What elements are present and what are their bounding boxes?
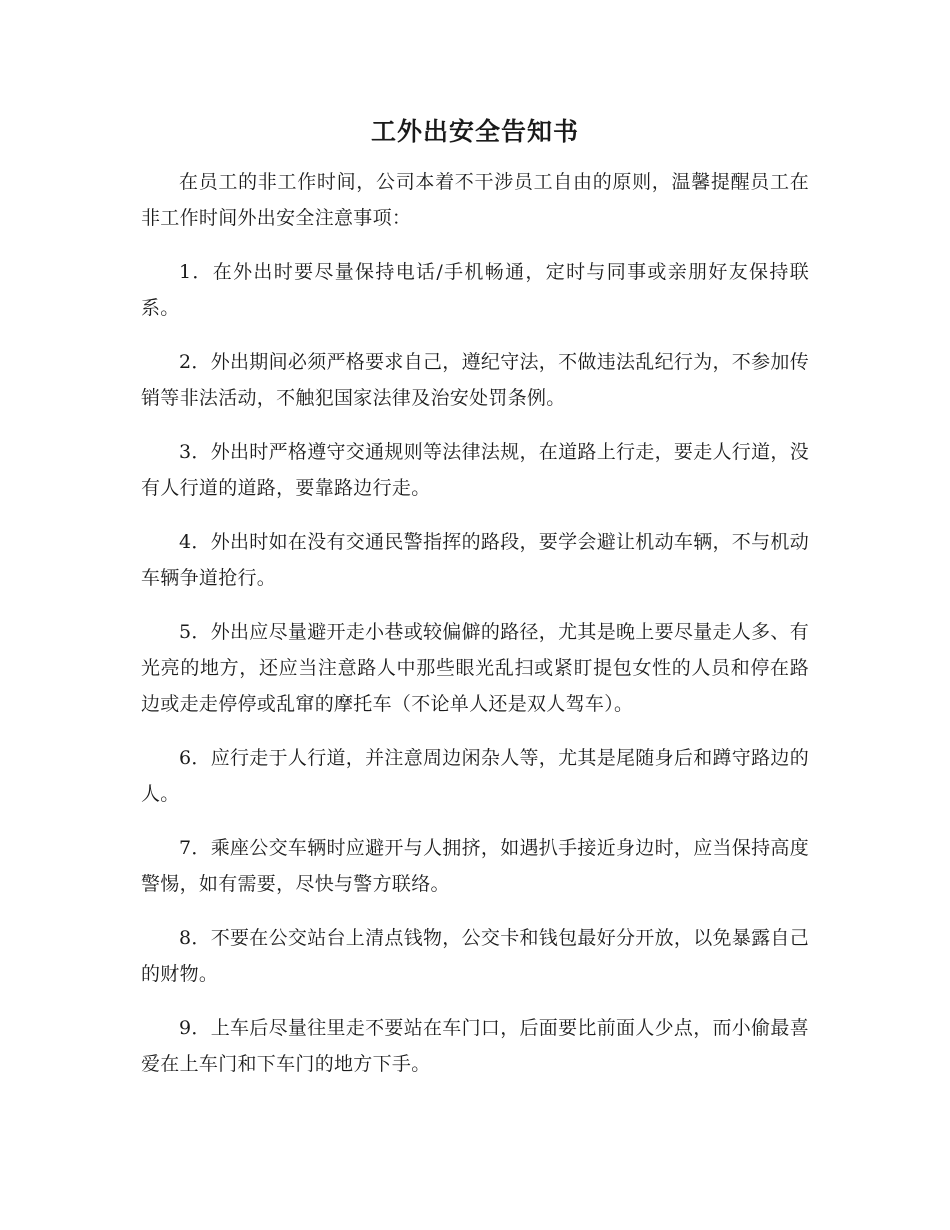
- list-item-2: 2．外出期间必须严格要求自己，遵纪守法，不做违法乱纪行为，不参加传销等非法活动，不触犯国家法律及治安处罚条例。: [141, 351, 809, 409]
- list-item-7: 7．乘座公交车辆时应避开与人拥挤，如遇扒手接近身边时，应当保持高度警惕，如有需要，尽快与警方联络。: [141, 837, 809, 895]
- document-title: 工外出安全告知书: [370, 117, 579, 146]
- document-page: [141, 112, 809, 1100]
- list-item-5: 5．外出应尽量避开走小巷或较偏僻的路径，尤其是晚上要尽量走人多、有光亮的地方，还应当注意路人中那些眼光乱扫或紧盯提包女性的人员和停在路边或走走停停或乱窜的摩托车（不论单人还是双人驾车）。: [141, 621, 809, 715]
- list-item-4: 4．外出时如在没有交通民警指挥的路段，要学会避让机动车辆，不与机动车辆争道抢行。: [141, 531, 809, 589]
- list-item-1: 1．在外出时要尽量保持电话/手机畅通，定时与同事或亲朋好友保持联系。: [141, 261, 809, 319]
- list-item-3: 3．外出时严格遵守交通规则等法律法规，在道路上行走，要走人行道，没有人行道的道路，要靠路边行走。: [141, 441, 809, 499]
- list-item-6: 6．应行走于人行道，并注意周边闲杂人等，尤其是尾随身后和蹲守路边的人。: [141, 747, 809, 805]
- list-item-8: 8．不要在公交站台上清点钱物，公交卡和钱包最好分开放，以免暴露自己的财物。: [141, 927, 809, 985]
- intro-paragraph: 在员工的非工作时间，公司本着不干涉员工自由的原则，温馨提醒员工在非工作时间外出安全注意事项：: [141, 171, 809, 229]
- list-item-9: 9．上车后尽量往里走不要站在车门口，后面要比前面人少点，而小偷最喜爱在上车门和下车门的地方下手。: [141, 1017, 809, 1075]
